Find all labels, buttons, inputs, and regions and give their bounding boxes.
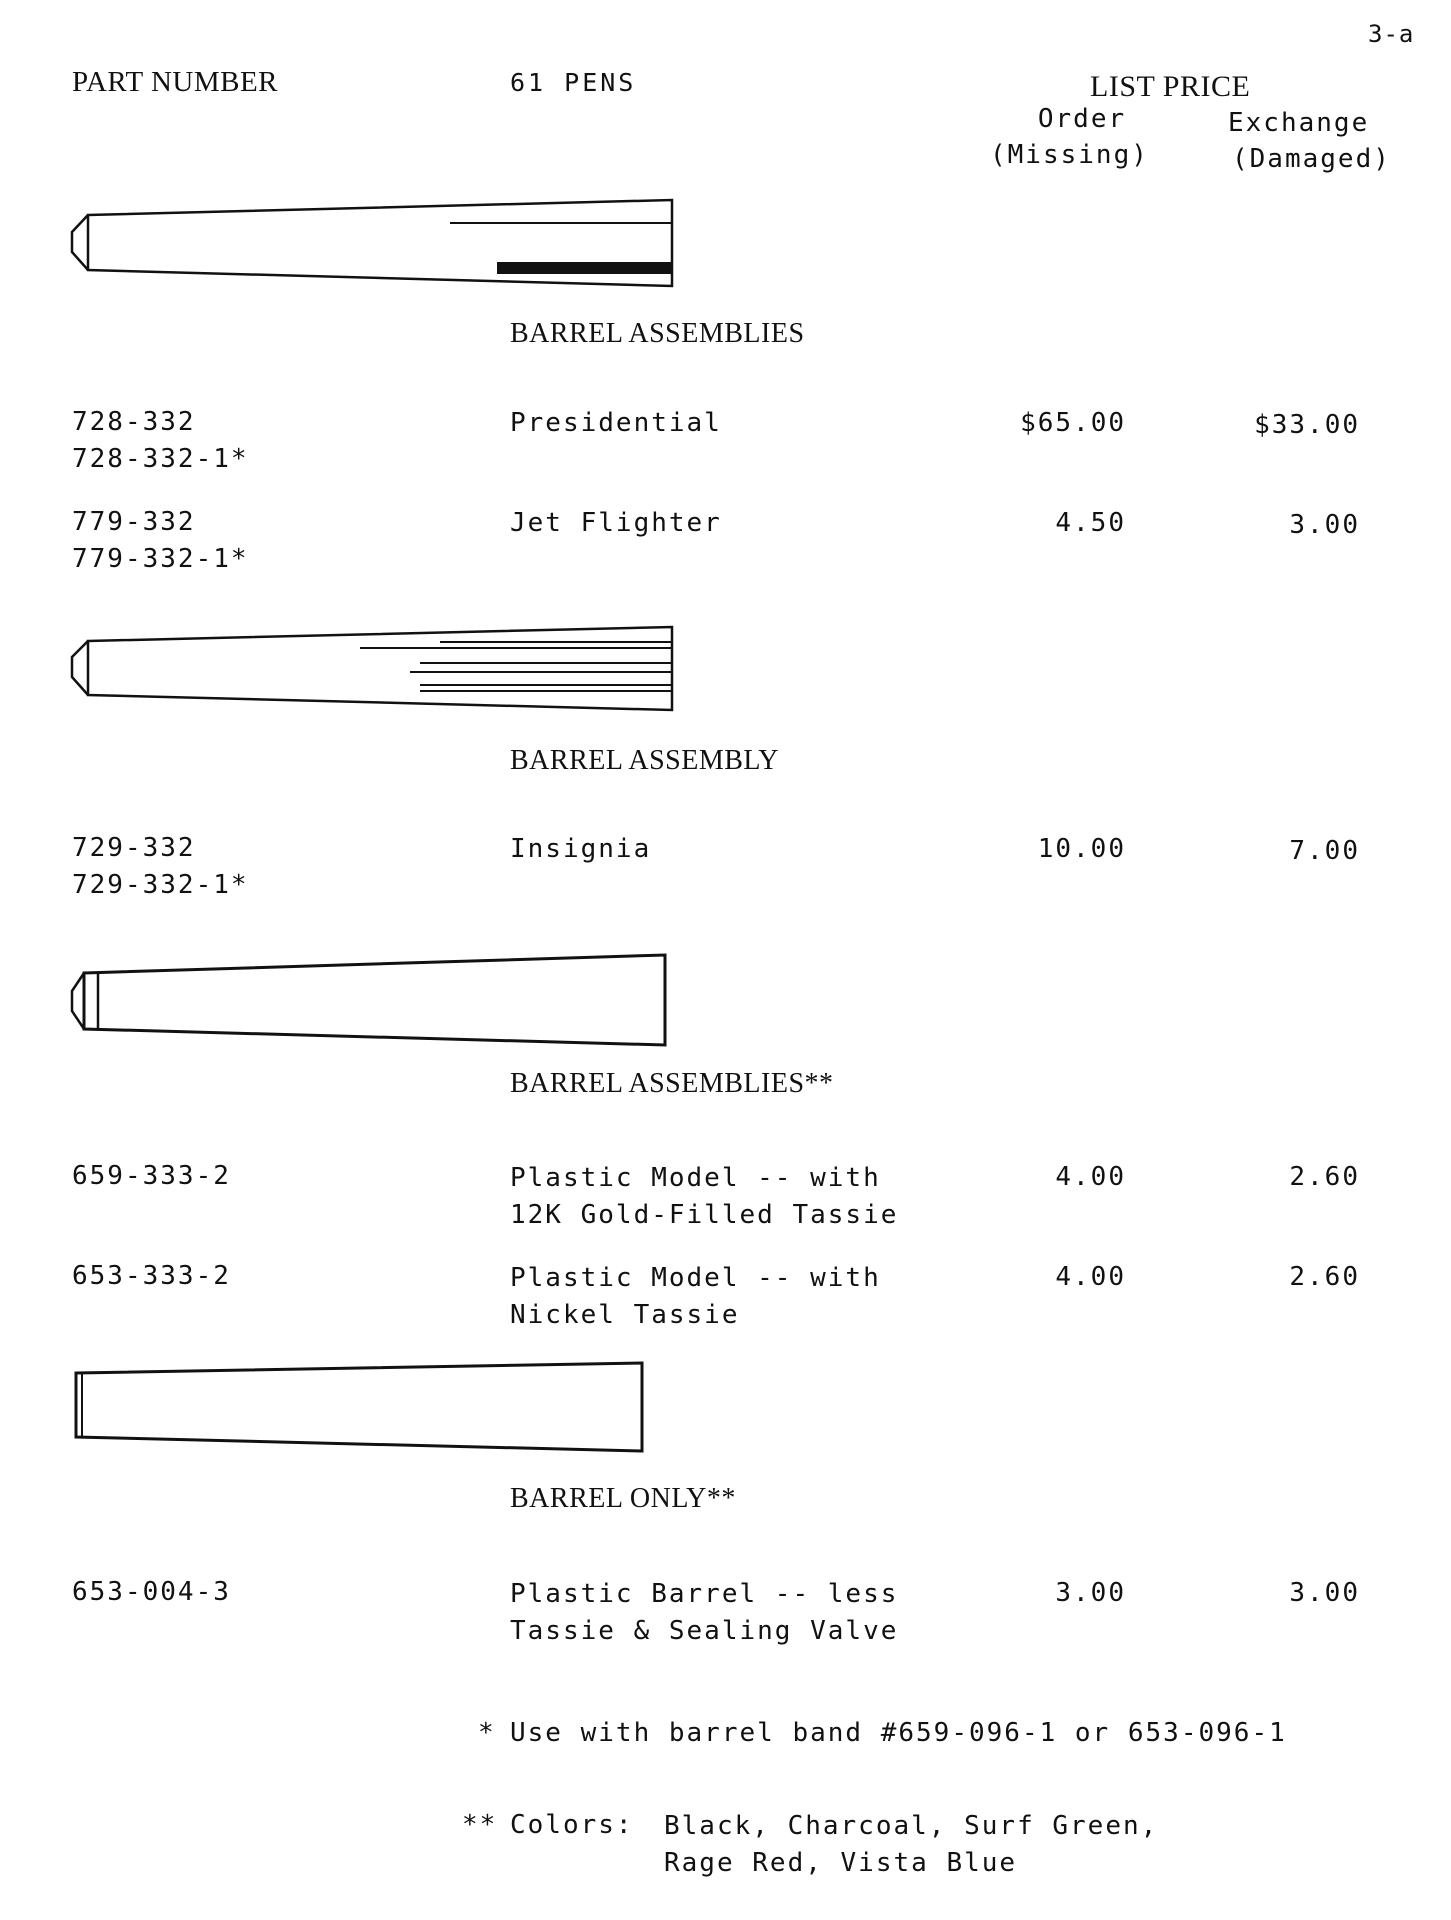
header-exchange: Exchange <box>1228 108 1370 138</box>
part-number-653-333-2: 653-333-2 <box>72 1261 231 1291</box>
order-price-659-333-2: 4.00 <box>1055 1162 1126 1192</box>
exchange-price-659-333-2: 2.60 <box>1289 1162 1360 1192</box>
desc-presidential: Presidential <box>510 408 722 438</box>
header-part-number: PART NUMBER <box>72 66 279 98</box>
barrel-drawing-presidential <box>60 190 680 290</box>
exchange-price-729: 7.00 <box>1289 836 1360 866</box>
part-number-729: 729-332 729-332-1* <box>72 833 249 900</box>
order-price-728: $65.00 <box>1020 408 1126 438</box>
part-number-779: 779-332 779-332-1* <box>72 507 249 574</box>
exchange-price-653-004-3: 3.00 <box>1289 1578 1360 1608</box>
barrel-drawing-plastic-model <box>60 945 680 1055</box>
part-number-659-333-2: 659-333-2 <box>72 1161 231 1191</box>
section-title-3: BARREL ASSEMBLIES** <box>510 1068 834 1099</box>
order-price-653-004-3: 3.00 <box>1055 1578 1126 1608</box>
exchange-price-728: $33.00 <box>1254 410 1360 440</box>
header-order-sub: (Missing) <box>990 140 1149 170</box>
desc-jet-flighter: Jet Flighter <box>510 508 722 538</box>
order-price-729: 10.00 <box>1037 834 1126 864</box>
part-number-728: 728-332 728-332-1* <box>72 407 249 474</box>
section-title-1: BARREL ASSEMBLIES <box>510 318 805 349</box>
footnote-single-mark: * <box>478 1718 496 1748</box>
desc-plastic-model-nickel: Plastic Model -- with Nickel Tassie <box>510 1263 881 1330</box>
desc-plastic-model-gold: Plastic Model -- with 12K Gold-Filled Tassie <box>510 1163 899 1230</box>
exchange-price-779: 3.00 <box>1289 510 1360 540</box>
header-exchange-sub: (Damaged) <box>1232 144 1391 174</box>
page-number: 3-a <box>1368 20 1415 48</box>
section-title-2: BARREL ASSEMBLY <box>510 745 779 776</box>
footnote-single-text: Use with barrel band #659-096-1 or 653-096-1 <box>510 1718 1287 1748</box>
desc-plastic-barrel: Plastic Barrel -- less Tassie & Sealing Valve <box>510 1579 899 1646</box>
exchange-price-653-333-2: 2.60 <box>1289 1262 1360 1292</box>
footnote-double-mark: ** <box>462 1810 498 1840</box>
desc-insignia: Insignia <box>510 834 652 864</box>
part-number-653-004-3: 653-004-3 <box>72 1577 231 1607</box>
header-pens: 61 PENS <box>510 68 637 97</box>
barrel-drawing-insignia <box>60 615 680 715</box>
order-price-653-333-2: 4.00 <box>1055 1262 1126 1292</box>
footnote-colors-label: Colors: <box>510 1810 634 1840</box>
footnote-colors-list: Black, Charcoal, Surf Green, Rage Red, Vista Blue <box>664 1811 1159 1878</box>
barrel-drawing-plastic-barrel <box>60 1355 660 1455</box>
header-order: Order <box>1037 104 1127 134</box>
order-price-779: 4.50 <box>1055 508 1126 538</box>
header-list-price: LIST PRICE <box>1090 70 1251 103</box>
section-title-4: BARREL ONLY** <box>510 1483 736 1514</box>
